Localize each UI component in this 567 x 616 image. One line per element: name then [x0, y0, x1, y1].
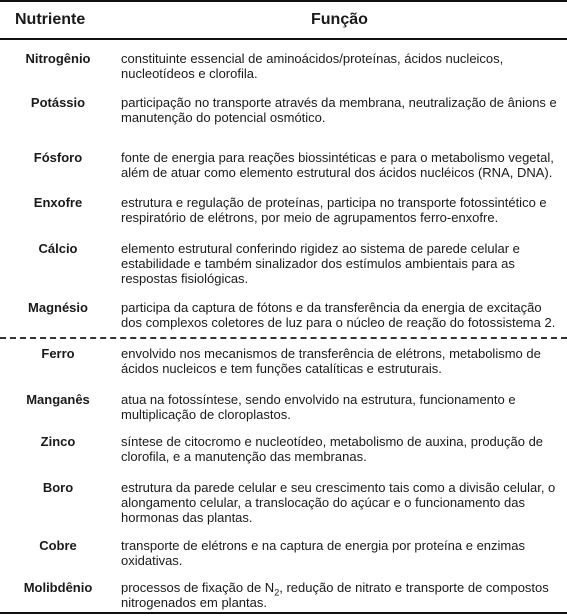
- row-name-fosforo: Fósforo: [33, 150, 83, 165]
- row-name-calcio: Cálcio: [38, 241, 78, 256]
- function-text-pre: processos de fixação de N: [121, 580, 275, 595]
- row-function-nitrogenio: constituinte essencial de aminoácidos/proteínas, ácidos nucleicos, nucleotídeos e clorofila.: [121, 51, 504, 81]
- row-name-molibdenio: Molibdênio: [23, 580, 93, 595]
- row-name-zinco: Zinco: [40, 434, 76, 449]
- top-rule: [0, 0, 567, 2]
- row-function-boro: estrutura da parede celular e seu crescimento tais como a divisão celular, o alongamento celular, a translocação do açúcar e o funcionamento das hormonas das plantas.: [121, 480, 556, 525]
- row-name-nitrogenio: Nitrogênio: [25, 51, 91, 66]
- header-rule: [0, 38, 567, 40]
- row-function-enxofre: estrutura e regulação de proteínas, participa no transporte fotossintético e respiratório de elétrons, por meio de agrupamentos ferro-enxofre.: [121, 195, 547, 225]
- macro-micro-divider: [0, 337, 567, 339]
- row-function-molibdenio: [121, 580, 561, 610]
- row-function-manganes: atua na fotossíntese, sendo envolvido na estrutura, funcionamento e multiplicação de cloroplastos.: [121, 392, 516, 422]
- row-name-ferro: Ferro: [41, 346, 75, 361]
- header-function: Função: [311, 11, 368, 28]
- row-name-magnesio: Magnésio: [28, 300, 88, 315]
- row-name-cobre: Cobre: [39, 538, 77, 553]
- row-function-zinco: síntese de citocromo e nucleotídeo, metabolismo de auxina, produção de clorofila, e a manutenção das membranas.: [121, 434, 544, 464]
- row-name-manganes: Manganês: [26, 392, 90, 407]
- bottom-rule: [0, 612, 567, 614]
- function-text-post: , redução de nitrato e transporte de compostos nitrogenados em plantas.: [121, 580, 549, 610]
- row-name-enxofre: Enxofre: [33, 195, 83, 210]
- row-name-potassio: Potássio: [30, 95, 86, 110]
- header-nutrient: Nutriente: [15, 11, 86, 28]
- row-function-magnesio: participa da captura de fótons e da transferência da energia de excitação dos complexos coletores de luz para o núcleo de reação do fotossistema 2.: [121, 300, 556, 330]
- row-function-cobre: transporte de elétrons e na captura de energia por proteína e enzimas oxidativas.: [121, 538, 525, 568]
- row-function-ferro: envolvido nos mecanismos de transferência de elétrons, metabolismo de ácidos nucleicos e tem funções catalíticas e estruturais.: [121, 346, 541, 376]
- row-function-potassio: participação no transporte através da membrana, neutralização de ânions e manutenção do potencial osmótico.: [121, 95, 557, 125]
- row-name-boro: Boro: [42, 480, 74, 495]
- row-function-fosforo: fonte de energia para reações biossintéticas e para o metabolismo vegetal, além de atuar como elemento estrutural dos ácidos nucléicos (RNA, DNA).: [121, 150, 554, 180]
- row-function-calcio: elemento estrutural conferindo rigidez ao sistema de parede celular e estabilidade e também sinalizador dos estímulos ambientais para as respostas fisiológicas.: [121, 241, 520, 286]
- subscript-two: 2: [274, 587, 280, 598]
